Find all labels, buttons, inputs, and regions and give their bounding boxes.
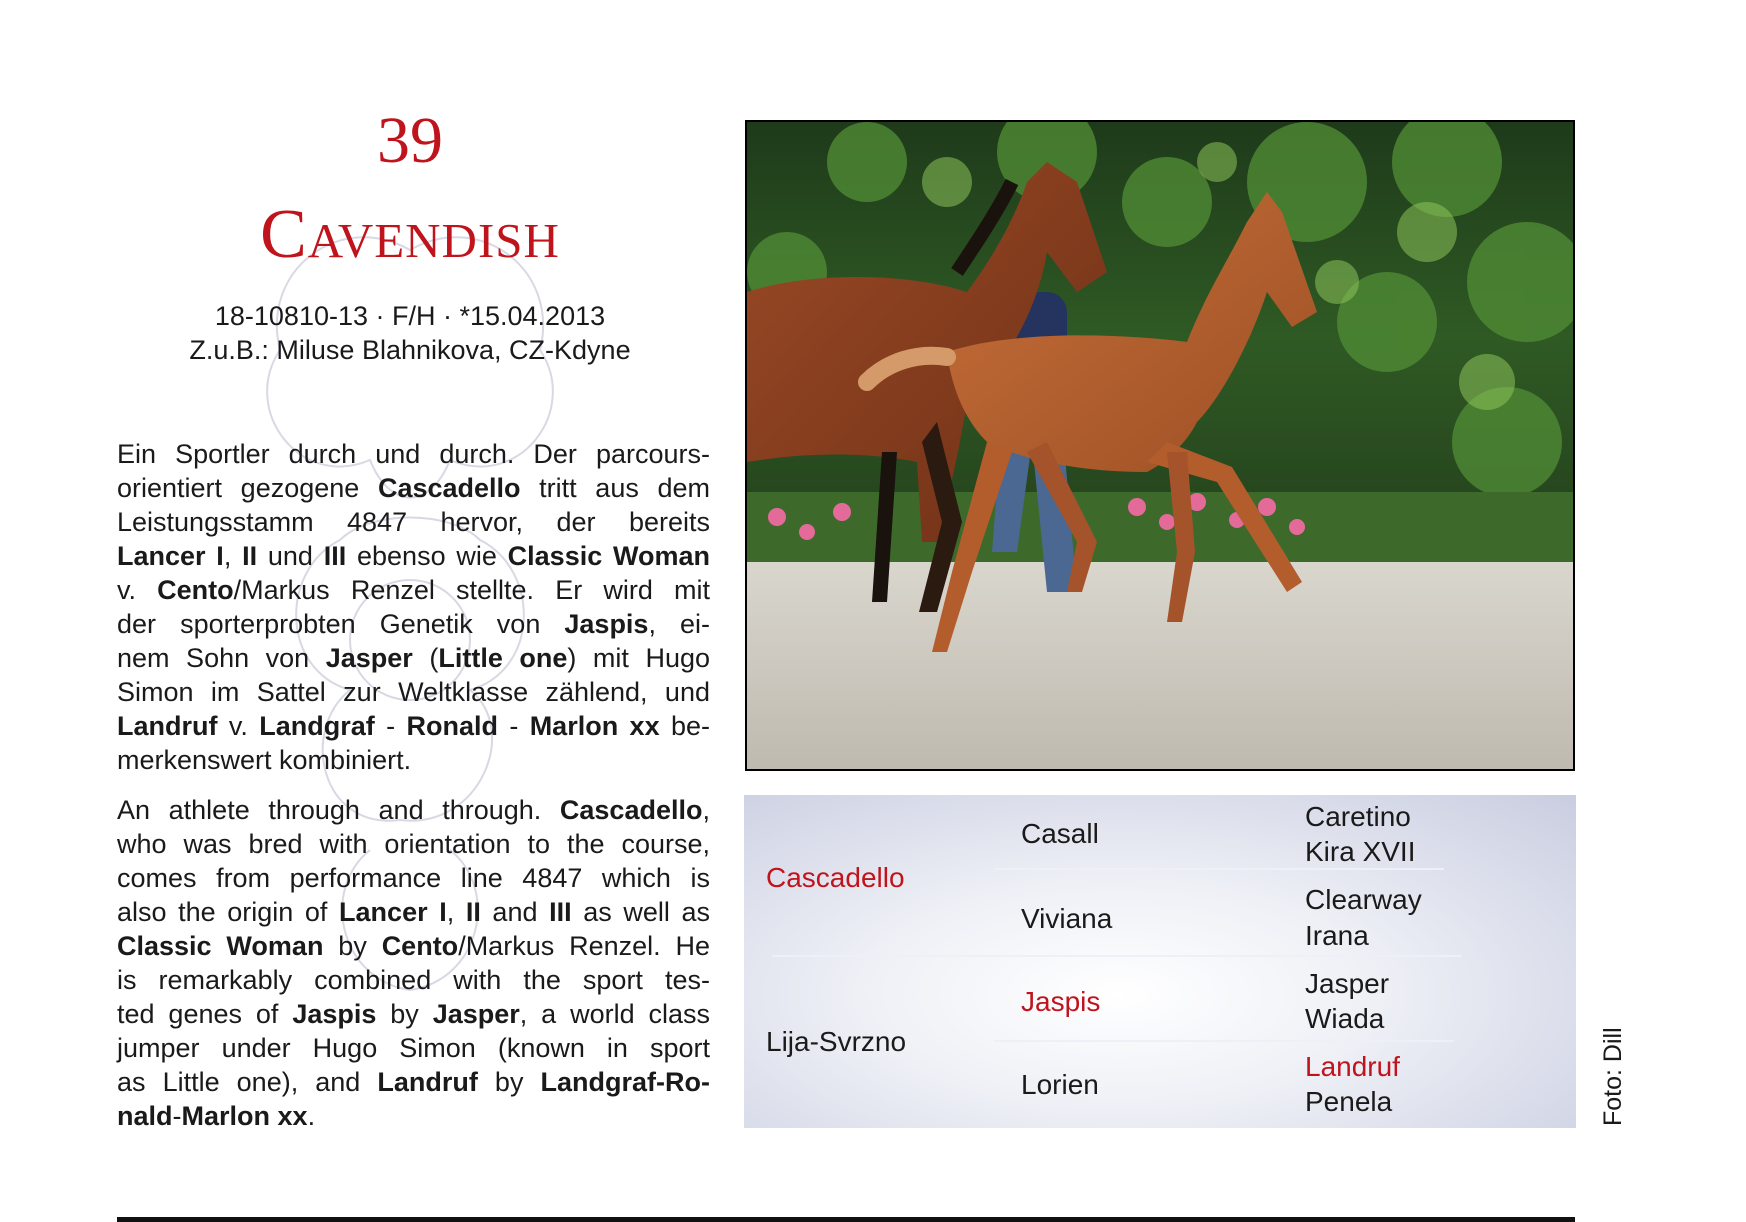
horse-name: Cavendish <box>260 196 560 273</box>
pedigree-sire-sire: Casall <box>1021 818 1099 849</box>
registration-line: 18-10810-13 · F/H · *15.04.2013 <box>214 301 606 331</box>
pedigree-g3: Penela <box>1305 1086 1393 1117</box>
text-line: Ein Sportler durch und durch. Der parcours- <box>117 439 710 469</box>
text-line: Classic Woman by Cento/Markus Renzel. He <box>117 931 710 961</box>
description-english <box>117 793 710 1133</box>
description-german <box>117 437 710 777</box>
pedigree-dam-sire: Jaspis <box>1021 986 1101 1017</box>
horse-photo <box>745 120 1575 771</box>
divider <box>772 955 1462 957</box>
bottom-rule <box>117 1217 1575 1222</box>
breeder-line: Z.u.B.: Miluse Blahnikova, CZ-Kdyne <box>189 335 631 365</box>
text-line: comes from performance line 4847 which is <box>117 863 710 893</box>
text-line: Simon im Sattel zur Weltklasse zählend, und <box>117 677 710 707</box>
text-line: who was bred with orientation to the course, <box>117 829 710 859</box>
text-line: v. Cento/Markus Renzel stellte. Er wird mit <box>117 575 710 605</box>
pedigree-g3: Caretino <box>1305 801 1411 832</box>
text-line: is remarkably combined with the sport tes- <box>117 965 710 995</box>
text-line: also the origin of Lancer I, II and III as well as <box>117 897 710 927</box>
pedigree-sire: Cascadello <box>766 862 905 893</box>
text-line: Landruf v. Landgraf - Ronald - Marlon xx be- <box>117 711 710 741</box>
pedigree-dam-dam: Lorien <box>1021 1069 1099 1100</box>
pedigree-g3: Irana <box>1305 920 1369 951</box>
text-line: An athlete through and through. Cascadello, <box>117 795 710 825</box>
pedigree-g3: Jasper <box>1305 968 1390 999</box>
text-line: jumper under Hugo Simon (known in sport <box>117 1033 710 1063</box>
pedigree-g3: Wiada <box>1305 1003 1385 1034</box>
pedigree-dam: Lija-Svrzno <box>766 1026 907 1057</box>
text-line: Leistungsstamm 4847 hervor, der bereits <box>117 507 710 537</box>
text-line: Lancer I, II und III ebenso wie Classic Woman <box>117 541 710 571</box>
pedigree-g3: Clearway <box>1305 884 1422 915</box>
text-line: orientiert gezogene Cascadello tritt aus dem <box>117 473 710 503</box>
text-line: as Little one), and Landruf by Landgraf-Ro- <box>117 1067 710 1097</box>
text-line: der sporterprobten Genetik von Jaspis, ei- <box>117 609 711 639</box>
photo-credit: Foto: Dill <box>1599 1027 1627 1126</box>
horse-photo-illustration <box>747 122 1573 769</box>
text-line: nald-Marlon xx. <box>117 1101 316 1131</box>
text-line: merkenswert kombiniert. <box>117 745 412 775</box>
lot-number: 39 <box>377 104 443 177</box>
text-line: ted genes of Jaspis by Jasper, a world class <box>117 999 711 1029</box>
text-line: nem Sohn von Jasper (Little one) mit Hugo <box>117 643 710 673</box>
divider <box>994 1040 1454 1042</box>
pedigree-g3: Landruf <box>1305 1051 1400 1082</box>
pedigree-sire-dam: Viviana <box>1021 903 1113 934</box>
pedigree-g3: Kira XVII <box>1305 836 1416 867</box>
pedigree-table <box>744 795 1576 1128</box>
